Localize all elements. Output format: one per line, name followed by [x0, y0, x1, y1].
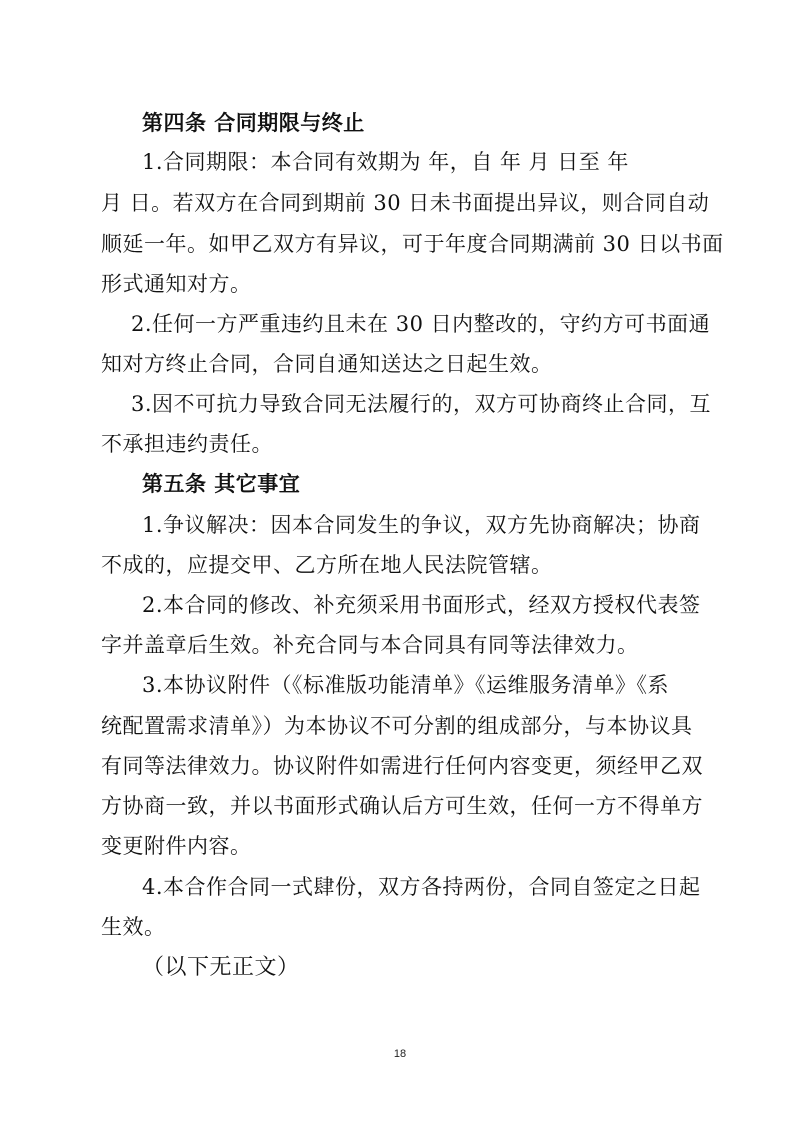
- section-4-line: 形式通知对方。: [101, 272, 252, 296]
- section-5-line: 变更附件内容。: [101, 834, 252, 858]
- section-4-line: 不承担违约责任。: [101, 432, 273, 456]
- section-4-heading: 第四条 合同期限与终止: [142, 111, 365, 135]
- section-5-line: 方协商一致，并以书面形式确认后方可生效，任何一方不得单方: [101, 794, 703, 818]
- section-4-line: 知对方终止合同，合同自通知送达之日起生效。: [101, 352, 553, 376]
- section-5-line: 不成的，应提交甲、乙方所在地人民法院管辖。: [101, 553, 553, 577]
- section-4-line: 3.因不可抗力导致合同无法履行的，双方可协商终止合同，互: [131, 392, 712, 416]
- closing-note: （以下无正文）: [142, 955, 300, 980]
- section-5-line: 统配置需求清单》）为本协议不可分割的组成部分，与本协议具: [101, 714, 693, 738]
- section-5-line: 生效。: [101, 915, 166, 939]
- section-5-line: 1.争议解决：因本合同发生的争议，双方先协商解决；协商: [142, 513, 701, 537]
- section-4-line: 2.任何一方严重违约且未在 30 日内整改的，守约方可书面通: [131, 312, 711, 336]
- section-5-heading: 第五条 其它事宜: [142, 472, 301, 496]
- section-5-line: 有同等法律效力。协议附件如需进行任何内容变更，须经甲乙双: [101, 754, 703, 778]
- page-number: 18: [393, 1048, 407, 1060]
- section-5-line: 3.本协议附件（《标准版功能清单》《运维服务清单》《系: [142, 673, 670, 697]
- section-4-line: 月 日。若双方在合同到期前 30 日未书面提出异议，则合同自动: [101, 191, 710, 215]
- section-4-line: 顺延一年。如甲乙双方有异议，可于年度合同期满前 30 日以书面: [101, 232, 724, 256]
- section-5-line: 4.本合作合同一式肆份，双方各持两份，合同自签定之日起: [142, 875, 701, 899]
- section-4-line: 1.合同期限：本合同有效期为 年，自 年 月 日至 年: [142, 150, 629, 174]
- section-5-line: 字并盖章后生效。补充合同与本合同具有同等法律效力。: [101, 633, 639, 657]
- section-5-line: 2.本合同的修改、补充须采用书面形式，经双方授权代表签: [142, 593, 701, 617]
